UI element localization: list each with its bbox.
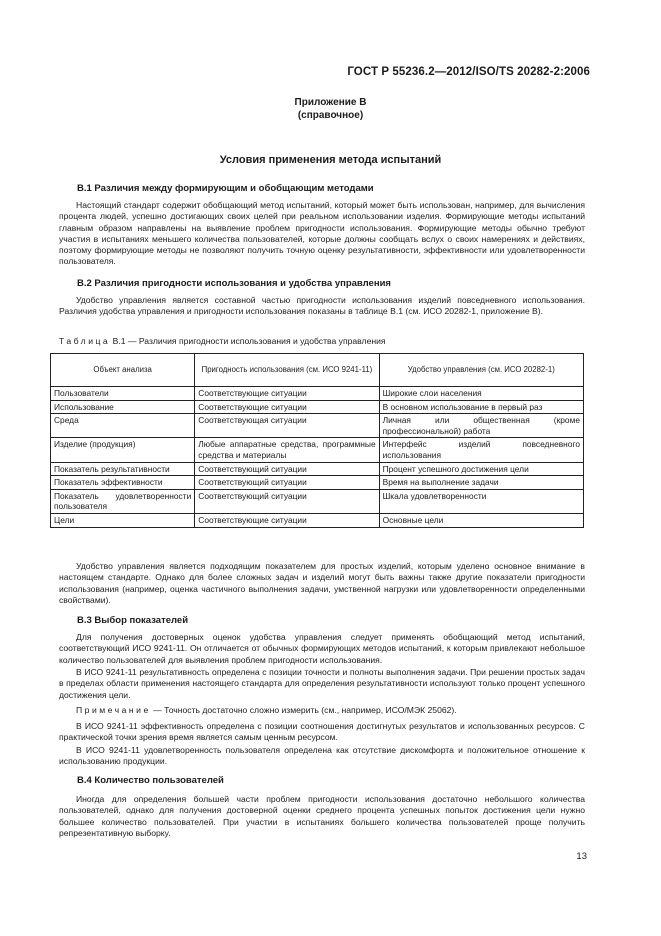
section-b1-heading: В.1 Различия между формирующим и обобщающим методами — [77, 183, 374, 194]
section-b4-heading: В.4 Количество пользователей — [77, 775, 224, 786]
section-b2-paragraph-1: Удобство управления является составной частью пригодности использования изделий повседневного использования. Различия удобства управления и пригодности использования показаны в таблице В.1 (см. ИСО 20282-1, приложение В). — [59, 295, 585, 317]
table-caption-label: Таблица — [59, 336, 111, 346]
table-cell: Личная или общественная (кроме профессиональной) работа — [379, 414, 583, 438]
table-row — [51, 438, 584, 462]
table-cell: Интерфейс изделий повседневного использования — [379, 438, 583, 462]
appendix-label: Приложение В — [294, 97, 367, 108]
table-cell: Показатель результативности — [51, 462, 195, 476]
table-cell: Соответствующий ситуации — [195, 462, 379, 476]
section-b2-paragraph-2: Удобство управления является подходящим показателем для простых изделий, которым уделено основное внимание в настоящем стандарте. Однако для более сложных задач и изделий могут быть важны также другие показатели пригодности использования (например, оценка частичного выполнения задачи, умственной нагрузки или удовлетворенности определенными свойствами). — [59, 561, 585, 605]
table-cell: Соответствующие ситуации — [195, 400, 379, 414]
table-caption — [59, 336, 386, 346]
table-header-cell: Пригодность использования (см. ИСО 9241-11) — [195, 354, 379, 387]
note-text: — Точность достаточно сложно измерить (см., например, ИСО/МЭК 25062). — [150, 705, 457, 715]
table-cell: Шкала удовлетворенности — [379, 489, 583, 513]
section-b3-heading: В.3 Выбор показателей — [77, 615, 189, 626]
page-number: 13 — [576, 851, 587, 862]
table-cell: Время на выполнение задачи — [379, 476, 583, 490]
table-cell: Соответствующие ситуации — [195, 387, 379, 401]
table-cell: Соответствующий ситуации — [195, 489, 379, 513]
section-b2-heading: В.2 Различия пригодности использования и удобства управления — [77, 278, 391, 289]
table-cell: Широкие слои населения — [379, 387, 583, 401]
table-cell: Показатель удовлетворенности пользователя — [51, 489, 195, 513]
table-cell: Цели — [51, 513, 195, 527]
table-cell: Использование — [51, 400, 195, 414]
table-cell: Основные цели — [379, 513, 583, 527]
table-header-cell: Удобство управления (см. ИСО 20282-1) — [379, 354, 583, 387]
comparison-table — [50, 353, 584, 528]
table-cell: Показатель эффективности — [51, 476, 195, 490]
table-cell: Пользователи — [51, 387, 195, 401]
section-b3-paragraph-4: В ИСО 9241-11 удовлетворенность пользователя определена как отсутствие дискомфорта и положительное отношение к использованию продукции. — [59, 745, 585, 767]
note-label: Примечание — [76, 705, 151, 715]
table-row — [51, 462, 584, 476]
section-b3-paragraph-3: В ИСО 9241-11 эффективность определена с позиции соотношения достигнутых результатов и использованных ресурсов. С практической точки зрения время является самым ценным ресурсом. — [59, 721, 585, 743]
table-cell: Среда — [51, 414, 195, 438]
table-row — [51, 387, 584, 401]
section-b3-paragraph-1: Для получения достоверных оценок удобства управления следует применять обобщающий метод испытаний, соответствующий ИСО 9241-11. Он отличается от обычных формирующих методов испытаний, к которым привлекают небольшое количество пользователей для выявления проблем пригодности использования. — [59, 632, 585, 665]
table-cell: Соответствующие ситуации — [195, 513, 379, 527]
section-b3-paragraph-2: В ИСО 9241-11 результативность определена с позиции точности и полноты выполнения задачи. При решении простых задач в пределах области применения настоящего стандарта для определения результативности используют только процент успешного достижения цели. — [59, 667, 585, 700]
table-header-cell: Объект анализа — [51, 354, 195, 387]
document-header: ГОСТ Р 55236.2—2012/ISO/TS 20282-2:2006 — [347, 66, 590, 78]
table-cell: В основном использование в первый раз — [379, 400, 583, 414]
table-row — [51, 489, 584, 513]
section-b4-paragraph: Иногда для определения большей части проблем пригодности использования достаточно небольшого количества пользователей, однако для получения достоверной оценки среднего процента успешных попыток достижения цели нужно большее количество пользователей. При участии в испытаниях большего количества пользователей проще получить репрезентативную выборку. — [59, 794, 585, 838]
table-row — [51, 400, 584, 414]
page-title: Условия применения метода испытаний — [219, 154, 442, 166]
table-row — [51, 476, 584, 490]
table-row — [51, 513, 584, 527]
table-caption-text: В.1 — Различия пригодности использования и удобства управления — [110, 336, 386, 346]
table-cell: Процент успешного достижения цели — [379, 462, 583, 476]
table-cell: Соответствующая ситуации — [195, 414, 379, 438]
table-cell: Соответствующий ситуации — [195, 476, 379, 490]
section-b1-paragraph: Настоящий стандарт содержит обобщающий метод испытаний, который может быть использован, например, для вычисления процента людей, успешно достигающих своих целей при реальном использовании изделия. Формирующие методы испытаний главным образом направлены на выявление проблем пригодности использования. Формирующие методы обычно требуют участия в испытаниях меньшего количества пользователей, которые должны сообщать вслух о своих намерениях и действиях, поэтому формирующие методы не позволяют получить точную оценку результативности, эффективности или удовлетворенности пользователя. — [59, 200, 585, 267]
section-b3-note — [59, 705, 585, 716]
table-cell: Любые аппаратные средства, программные средства и материалы — [195, 438, 379, 462]
appendix-type: (справочное) — [297, 110, 364, 121]
table-header-row — [51, 354, 584, 387]
table-row — [51, 414, 584, 438]
table-cell: Изделие (продукция) — [51, 438, 195, 462]
